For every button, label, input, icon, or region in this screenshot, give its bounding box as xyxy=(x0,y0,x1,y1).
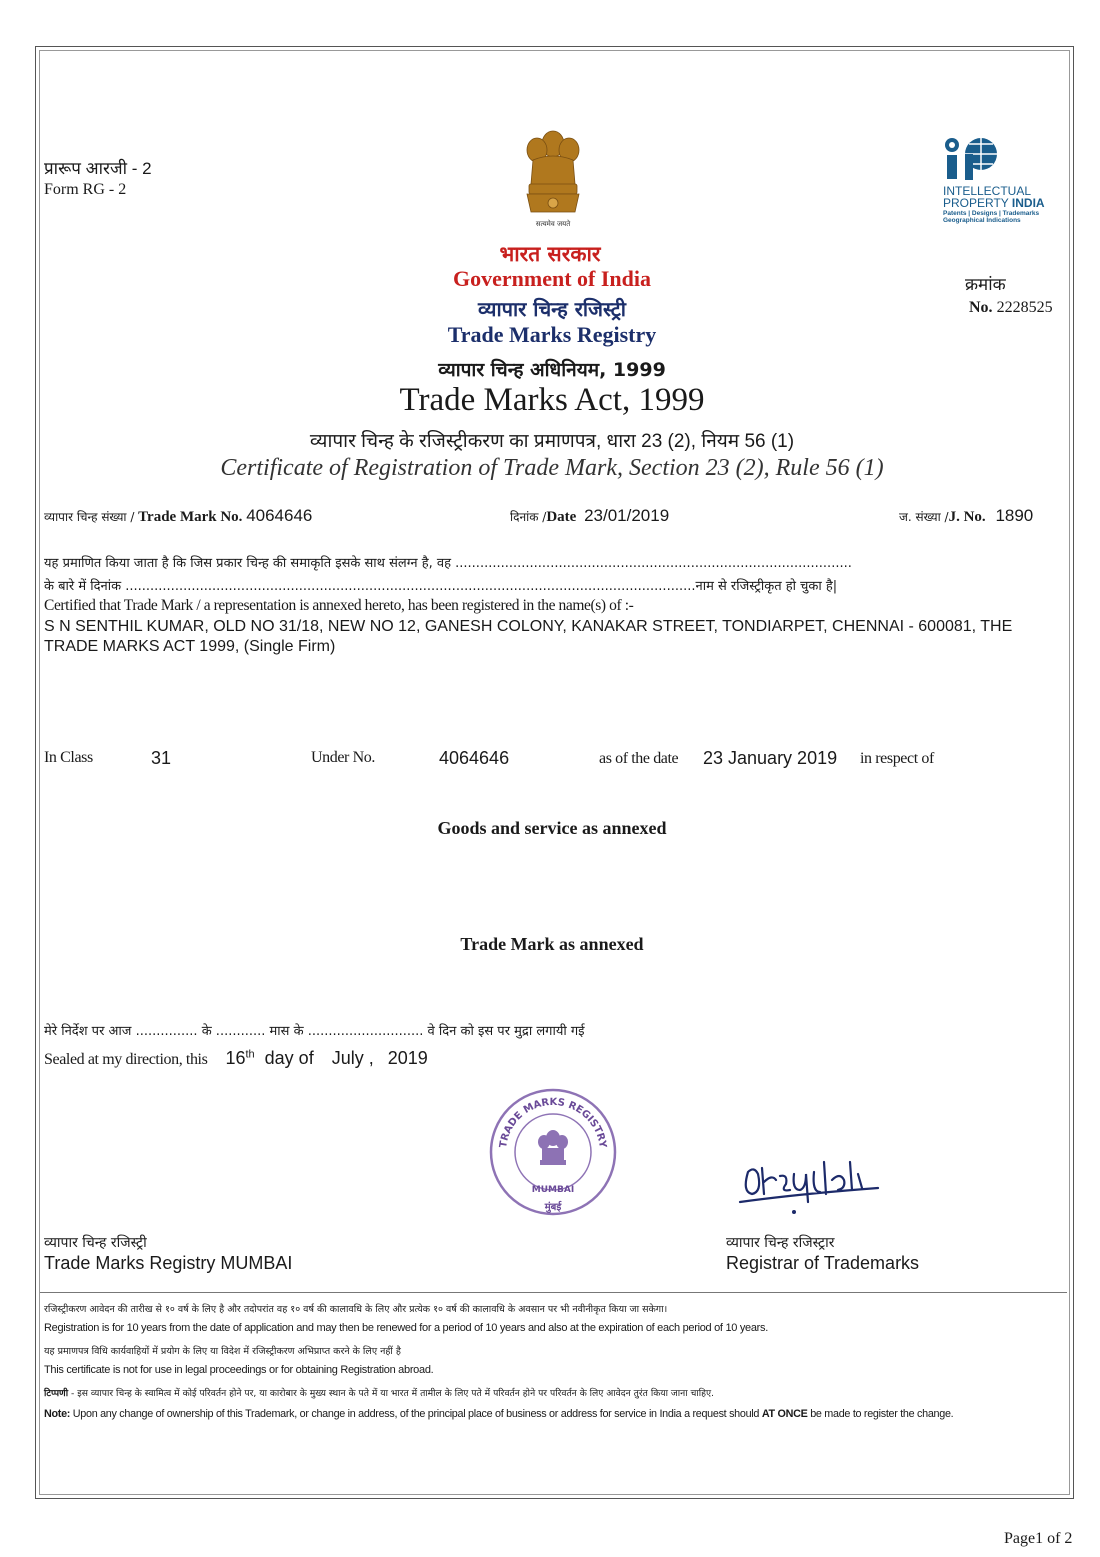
tm-no-label-hindi: व्यापार चिन्ह संख्या / xyxy=(44,510,135,524)
trade-mark-annexed: Trade Mark as annexed xyxy=(460,934,644,954)
sealed-label: Sealed at my direction, this xyxy=(44,1051,208,1068)
registrar-signature xyxy=(728,1132,898,1222)
ip-india-logo xyxy=(943,136,1063,226)
serial-label-hindi: क्रमांक xyxy=(965,275,1006,294)
footer-registrar-hindi: व्यापार चिन्ह रजिस्ट्रार xyxy=(726,1235,835,1251)
page-number: Page1 of 2 xyxy=(1004,1530,1073,1547)
registry-seal-stamp xyxy=(484,1082,622,1222)
certificate-title-english: Certificate of Registration of Trade Mark, Section 23 (2), Rule 56 (1) xyxy=(220,455,884,481)
date-value: 23/01/2019 xyxy=(584,506,670,525)
j-no-label: J. No. xyxy=(948,509,986,525)
note3-label-english: Note: xyxy=(44,1408,71,1420)
act-hindi: व्यापार चिन्ह अधिनियम, 1999 xyxy=(438,359,666,381)
goods-and-services: Goods and service as annexed xyxy=(437,818,667,838)
ip-india-logo-icon xyxy=(943,136,1005,180)
owner-line1: S N SENTHIL KUMAR, OLD NO 31/18, NEW NO 12, GANESH COLONY, KANAKAR STREET, TONDIARPET, CHENNAI - 600081, THE xyxy=(44,618,1013,635)
ip-logo-line1: INTELLECTUAL xyxy=(943,184,1032,198)
emblem-motto: सत्यमेव जयते xyxy=(535,220,571,228)
stamp-ring-text: TRADE MARKS REGISTRY xyxy=(498,1096,608,1149)
footer-registrar-english: Registrar of Trademarks xyxy=(726,1253,920,1273)
ip-logo-line2a: PROPERTY xyxy=(943,196,1009,210)
in-class-value: 31 xyxy=(151,748,172,768)
ip-logo-line3: Patents | Designs | Trademarks xyxy=(943,210,1040,217)
note3-label-hindi: टिप्पणी xyxy=(44,1388,69,1399)
sealed-line-hindi: मेरे निर्देश पर आज ............... के ............ मास के ............................ वे दिन को इस पर मुद्रा लगायी गई xyxy=(44,1024,585,1039)
sealed-year: 2019 xyxy=(387,1048,428,1068)
sealed-day-suffix: th xyxy=(245,1048,255,1061)
in-respect-of-label: in respect of xyxy=(860,750,934,767)
stamp-city-english: MUMBAI xyxy=(531,1185,575,1195)
note3-english-b: be made to register the change. xyxy=(807,1408,954,1420)
certification-english: Certified that Trade Mark / a representation is annexed hereto, has been registered in the name(s) of :- xyxy=(44,597,634,614)
note3-hindi: - इस व्यापार चिन्ह के स्वामित्व में कोई परिवर्तन होने पर, या कारोबार के मुख्य स्थान के पते में या भारत में तामील के लिए पते में परिवर्तन होने पर परिवर्तन के लिए आवेदन तुरंत किया जाना चाहिए. xyxy=(68,1388,714,1399)
sealed-month: July , xyxy=(331,1048,374,1068)
j-no-label-hindi: ज. संख्या / xyxy=(899,510,949,524)
sealed-day: 16 xyxy=(225,1048,246,1068)
act-english: Trade Marks Act, 1999 xyxy=(399,382,705,418)
date-label: Date xyxy=(546,509,577,525)
serial-label: No. xyxy=(969,299,993,316)
certification-line2-hindi: के बारे में दिनांक ..........................................................................................................................................नाम से रजिस्ट्रीकृत हो चुका है| xyxy=(44,579,838,594)
tm-no-value: 4064646 xyxy=(246,506,313,525)
registry-english: Trade Marks Registry xyxy=(447,322,657,347)
note1-english: Registration is for 10 years from the date of application and may then be renewed for a period of 10 years and also at the expiration of each period of 10 years. xyxy=(44,1322,768,1334)
ip-logo-line2b: INDIA xyxy=(1011,196,1045,210)
as-of-date-label: as of the date xyxy=(599,750,679,767)
owner-line2: TRADE MARKS ACT 1999, (Single Firm) xyxy=(44,638,336,655)
registry-hindi: व्यापार चिन्ह रजिस्ट्री xyxy=(478,297,626,321)
ip-logo-line4: Geographical Indications xyxy=(943,217,1021,224)
in-class-label: In Class xyxy=(44,749,93,766)
note2-hindi: यह प्रमाणपत्र विधि कार्यवाहियों में प्रयोग के लिए या विदेश में रजिस्ट्रीकरण अभिप्राप्त करने के लिए नहीं है xyxy=(44,1346,401,1357)
sealed-day-of: day of xyxy=(264,1048,314,1068)
note3-english-a: Upon any change of ownership of this Trademark, or change in address, of the principal place of business or address for service in India a request should xyxy=(70,1408,762,1420)
note1-hindi: रजिस्ट्रीकरण आवेदन की तारीख से १० वर्ष के लिए है और तदोपरांत वह १० वर्ष की कालावधि के लिए और प्रत्येक १० वर्ष की कालावधि के अवसान पर भी नवीनीकृत किया जा सकेगा। xyxy=(44,1304,668,1315)
date-label-hindi: दिनांक / xyxy=(510,510,547,524)
form-number-english: Form RG - 2 xyxy=(44,181,127,198)
serial-number: 2228525 xyxy=(996,299,1053,316)
note2-english: This certificate is not for use in legal proceedings or for obtaining Registration abroad. xyxy=(44,1364,434,1376)
government-hindi: भारत सरकार xyxy=(499,242,601,266)
certificate-title-hindi: व्यापार चिन्ह के रजिस्ट्रीकरण का प्रमाणपत्र, धारा 23 (2), नियम 56 (1) xyxy=(309,431,795,452)
note3-english-bold: AT ONCE xyxy=(761,1408,808,1420)
footer-registry-english: Trade Marks Registry MUMBAI xyxy=(44,1253,293,1273)
notes-separator xyxy=(40,1292,1067,1293)
tm-no-label: Trade Mark No. xyxy=(138,509,243,525)
stamp-emblem-icon xyxy=(538,1130,568,1165)
footer-registry-hindi: व्यापार चिन्ह रजिस्ट्री xyxy=(44,1235,147,1251)
stamp-city-hindi: मुंबई xyxy=(544,1202,562,1213)
under-no-value: 4064646 xyxy=(439,748,510,768)
as-of-date-value: 23 January 2019 xyxy=(703,748,838,768)
form-number-hindi: प्रारूप आरजी - 2 xyxy=(44,159,152,178)
certification-line1-hindi: यह प्रमाणित किया जाता है कि जिस प्रकार चिन्ह की समाकृति इसके साथ संलग्न है, वह ................................................................................................ xyxy=(44,556,852,571)
national-emblem-icon xyxy=(515,122,591,232)
government-english: Government of India xyxy=(453,266,651,291)
under-no-label: Under No. xyxy=(311,749,375,766)
j-no-value: 1890 xyxy=(995,506,1034,525)
